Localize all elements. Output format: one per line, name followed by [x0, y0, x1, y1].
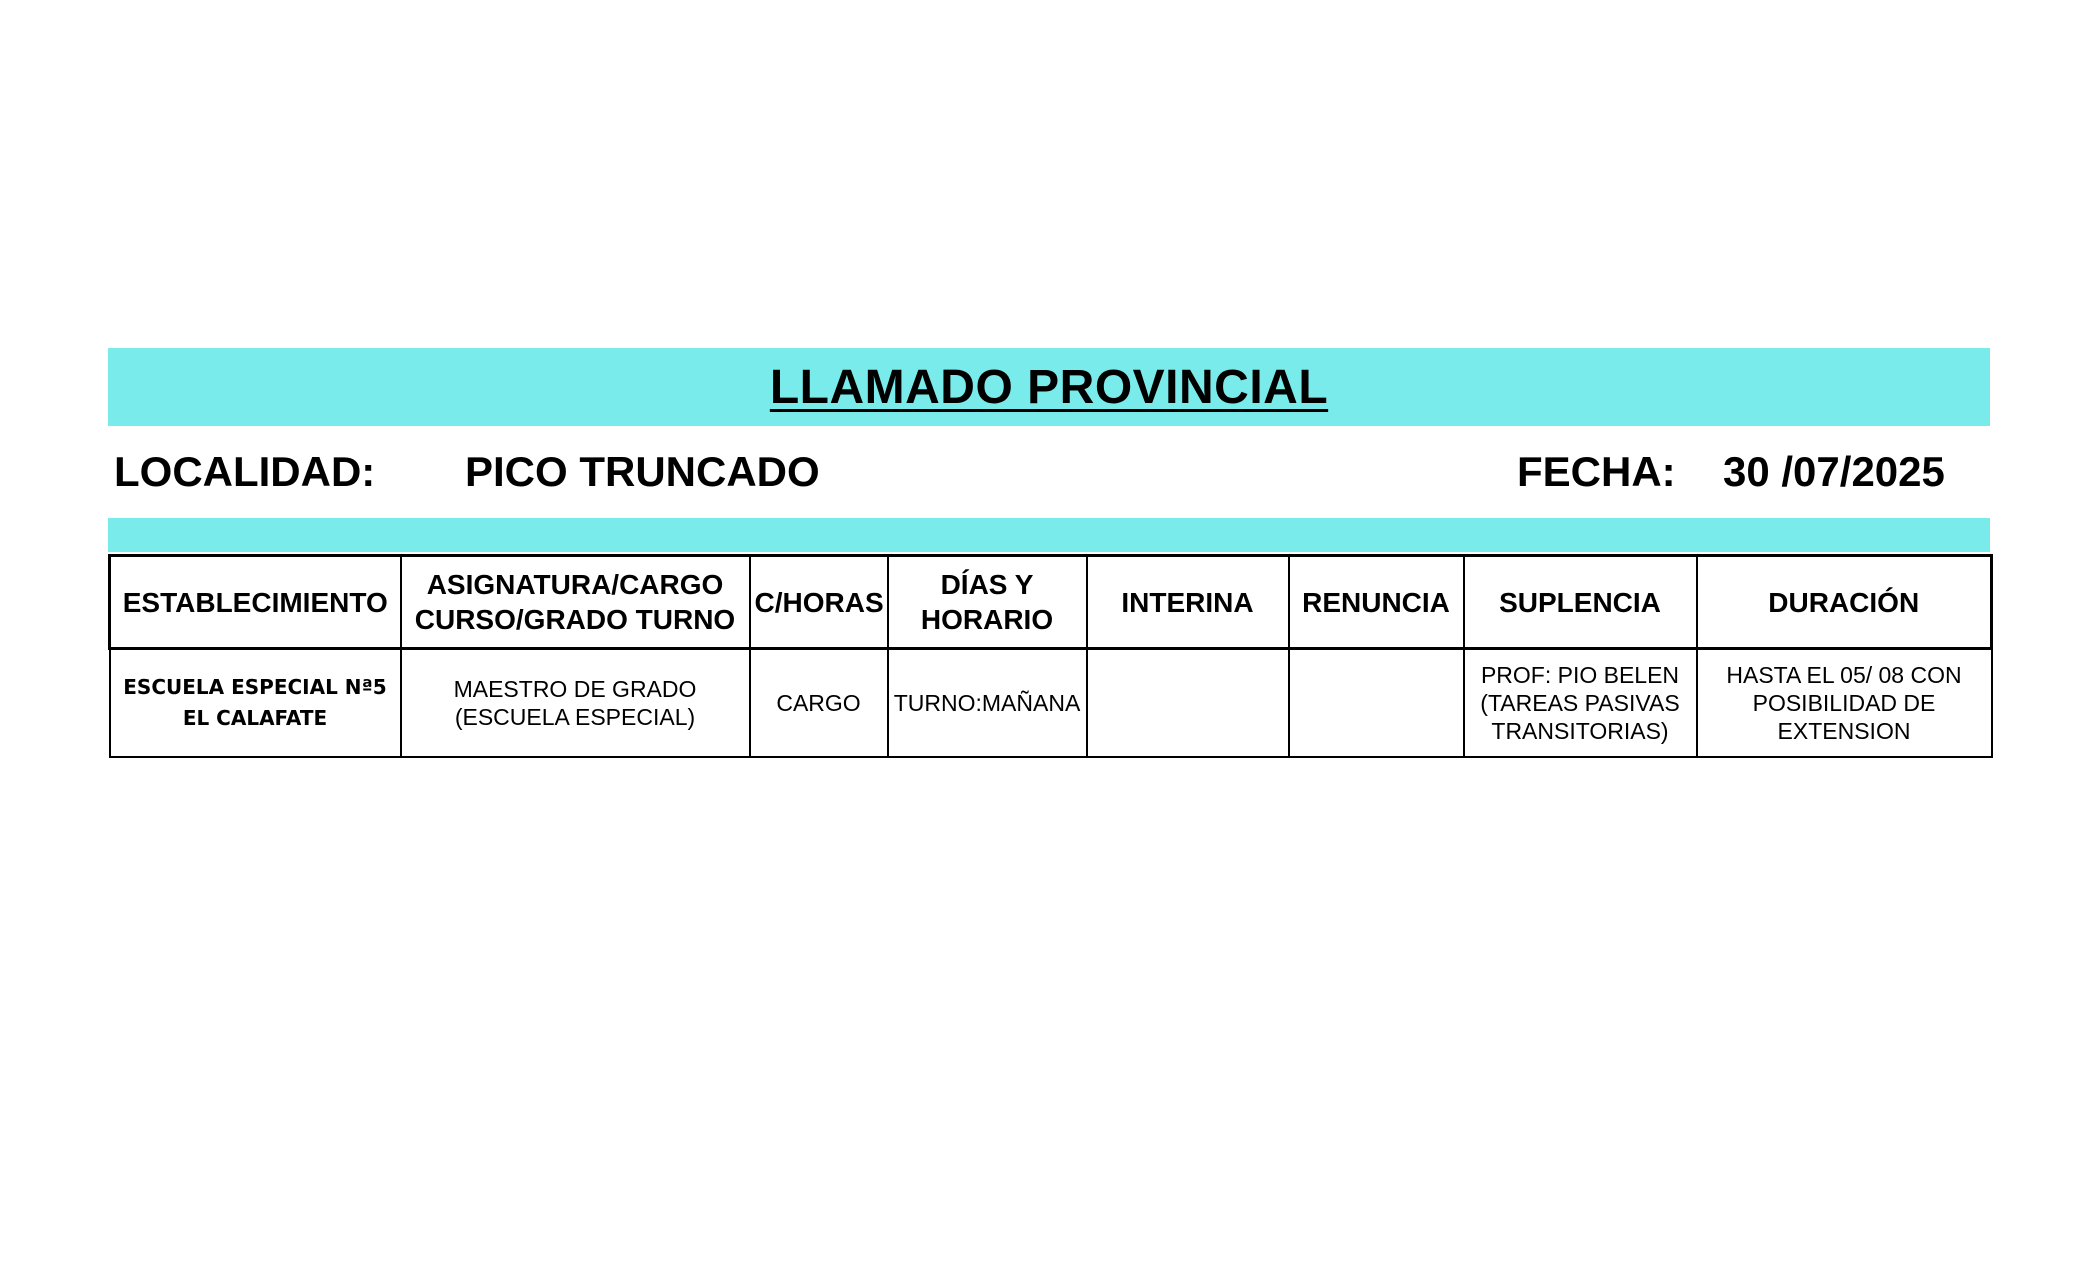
table-header-row	[110, 556, 1992, 649]
call-table	[108, 554, 1993, 758]
column-header-dias-horario: DÍAS Y HORARIO	[888, 556, 1087, 649]
cell-c-horas: CARGO	[750, 649, 888, 758]
fecha-value: 30 /07/2025	[1723, 448, 1945, 495]
cell-interina	[1087, 649, 1289, 758]
column-header-asignatura: ASIGNATURA/CARGO CURSO/GRADO TURNO	[401, 556, 750, 649]
fecha-label: FECHA:	[1517, 448, 1676, 495]
info-row	[0, 442, 2100, 502]
cell-duracion: HASTA EL 05/ 08 CON POSIBILIDAD DE EXTENSION	[1697, 649, 1992, 758]
column-header-interina: INTERINA	[1087, 556, 1289, 649]
table-row	[110, 649, 1992, 758]
column-header-establecimiento: ESTABLECIMIENTO	[110, 556, 401, 649]
page-title: LLAMADO PROVINCIAL	[769, 360, 1329, 414]
title-band	[108, 348, 1990, 426]
column-header-duracion: DURACIÓN	[1697, 556, 1992, 649]
cell-suplencia: PROF: PIO BELEN (TAREAS PASIVAS TRANSITORIAS)	[1464, 649, 1697, 758]
column-header-suplencia: SUPLENCIA	[1464, 556, 1697, 649]
cell-dias-horario: TURNO:MAÑANA	[888, 649, 1087, 758]
cell-renuncia	[1289, 649, 1464, 758]
localidad-value: PICO TRUNCADO	[465, 448, 820, 495]
cell-asignatura: MAESTRO DE GRADO (ESCUELA ESPECIAL)	[401, 649, 750, 758]
column-header-c-horas: C/HORAS	[750, 556, 888, 649]
column-header-renuncia: RENUNCIA	[1289, 556, 1464, 649]
separator-band	[108, 518, 1990, 552]
cell-establecimiento: ESCUELA ESPECIAL Nª5 EL CALAFATE	[110, 649, 401, 758]
localidad-label: LOCALIDAD:	[114, 448, 376, 495]
